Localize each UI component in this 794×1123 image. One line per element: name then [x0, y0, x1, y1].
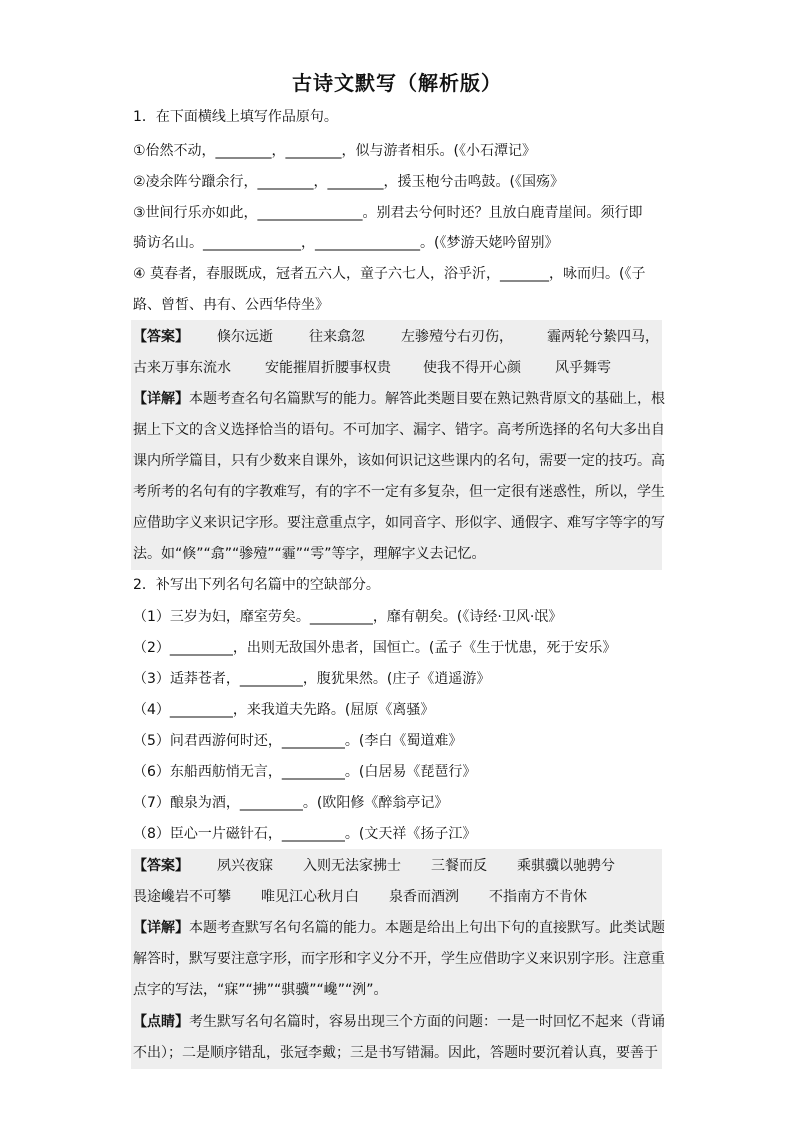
q2-item-6: （6）东船西舫悄无言，_________。(白居易《琵琶行》: [133, 764, 477, 780]
q2-answer-8: 不指南方不肯休: [489, 889, 587, 905]
q2-item-8: （8）臣心一片磁针石，_________。(文天祥《扬子江》: [133, 826, 477, 842]
q2-item-5: （5）问君西游何时还，_________。(李白《蜀道难》: [133, 733, 463, 749]
q1-item-3-cont: 骑访名山。______________，_______________。(《梦游天姥吟留别》: [133, 235, 559, 251]
q1-item-4: ④ 莫春者，春服既成，冠者五六人，童子六七人，浴乎沂，_______，咏而归。(《子: [133, 266, 646, 282]
q1-answer-6: 安能摧眉折腰事权贵: [265, 360, 391, 376]
q2-stem: 2．补写出下列名句名篇中的空缺部分。: [133, 577, 380, 593]
q1-detail-line-4: 考所考的名句有的字教难写，有的字不一定有多复杂，但一定很有迷惑性，所以，学生: [133, 484, 665, 500]
q1-stem: 1．在下面横线上填写作品原句。: [133, 109, 338, 125]
answer-label: 【答案】: [133, 858, 189, 874]
q2-answer-5: 畏途巉岩不可攀: [133, 889, 231, 905]
q2-answer-7: 泉香而酒洌: [389, 889, 459, 905]
q2-answer-2: 入则无法家拂士: [303, 858, 401, 874]
q1-item-4-cont: 路、曾皙、冉有、公西华侍坐》: [133, 297, 329, 313]
q1-answer-7: 使我不得开心颜: [423, 360, 521, 376]
answer-label: 【答案】: [133, 329, 189, 345]
q2-item-7: （7）酿泉为酒，_________。(欧阳修《醉翁亭记》: [133, 795, 449, 811]
q2-answer-row-2: [133, 887, 587, 907]
q1-detail-line-5: 应借助字义来识记字形。要注意重点字，如同音字、形似字、通假字、难写字等字的写: [133, 515, 665, 531]
q1-detail-line-2: 据上下文的含义选择恰当的语句。不可加字、漏字、错字。高考所选择的名句大多出自: [133, 422, 665, 438]
q1-answer-5: 古来万事东流水: [133, 360, 231, 376]
q2-item-4: （4）_________，来我道夫先路。(屈原《离骚》: [133, 702, 435, 718]
q1-answer-4: 霾两轮兮絷四马，: [547, 329, 659, 345]
q2-point-line-2: 不出）；二是顺序错乱，张冠李戴；三是书写错漏。因此，答题时要沉着认真，要善于: [133, 1045, 658, 1061]
q2-detail-line-3: 点字的写法，“寐”“拂”“骐骥”“巉”“洌”。: [133, 982, 388, 998]
page-title: 古诗文默写（解析版）: [292, 71, 502, 95]
point-label: 【点睛】: [133, 1014, 189, 1030]
q2-item-3: （3）适莽苍者，_________，腹犹果然。(庄子《逍遥游》: [133, 671, 491, 687]
q1-answer-row-1: [133, 327, 659, 347]
q1-detail-line-3: 课内所学篇目，只有少数来自课外，该如何识记这些课内的名句，需要一定的技巧。高: [133, 453, 665, 469]
q1-answer-row-2: [133, 358, 611, 378]
q1-answer-3: 左骖殪兮右刃伤，: [401, 329, 513, 345]
q2-answer-3: 三餐而反: [431, 858, 487, 874]
q1-detail-line-1: 【详解】本题考查名句名篇默写的能力。解答此类题目要在熟记熟背原文的基础上，根: [133, 391, 665, 407]
q2-answer-4: 乘骐骥以驰骋兮: [517, 858, 615, 874]
q2-detail-line-2: 解答时，默写要注意字形，而字形和字义分不开，学生应借助字义来识别字形。注意重: [133, 951, 665, 967]
q2-point-line-1: 【点睛】考生默写名句名篇时，容易出现三个方面的问题：一是一时回忆不起来（背诵: [133, 1014, 665, 1030]
q2-item-2: （2）_________，出则无敌国外患者，国恒亡。(孟子《生于忧患，死于安乐》: [133, 640, 617, 656]
q1-detail-line-6: 法。如“倏”“翕”“骖殪”“霾”“雩”等字，理解字义去记忆。: [133, 546, 486, 562]
q1-answer-2: 往来翕忽: [309, 329, 365, 345]
detail-label: 【详解】: [133, 920, 189, 936]
q2-answer-1: 夙兴夜寐: [217, 858, 273, 874]
q2-answer-6: 唯见江心秋月白: [261, 889, 359, 905]
q1-item-3: ③世间行乐亦如此，_______________。别君去兮何时还？且放白鹿青崖间。须行即: [133, 205, 643, 221]
q1-item-1: ①佁然不动，________，________，似与游者相乐。(《小石潭记》: [133, 143, 537, 159]
q1-answer-8: 风乎舞雩: [555, 360, 611, 376]
detail-label: 【详解】: [133, 391, 189, 407]
q2-detail-line-1: 【详解】本题考查默写名句名篇的能力。本题是给出上句出下句的直接默写。此类试题: [133, 920, 665, 936]
q2-answer-row-1: [133, 856, 615, 876]
q1-item-2: ②凌余阵兮躐余行，________，________，援玉枹兮击鸣鼓。(《国殇》: [133, 174, 565, 190]
q1-answer-1: 倏尔远逝: [217, 329, 273, 345]
q2-item-1: （1）三岁为妇，靡室劳矣。_________，靡有朝矣。(《诗经·卫风·氓》: [133, 609, 563, 625]
